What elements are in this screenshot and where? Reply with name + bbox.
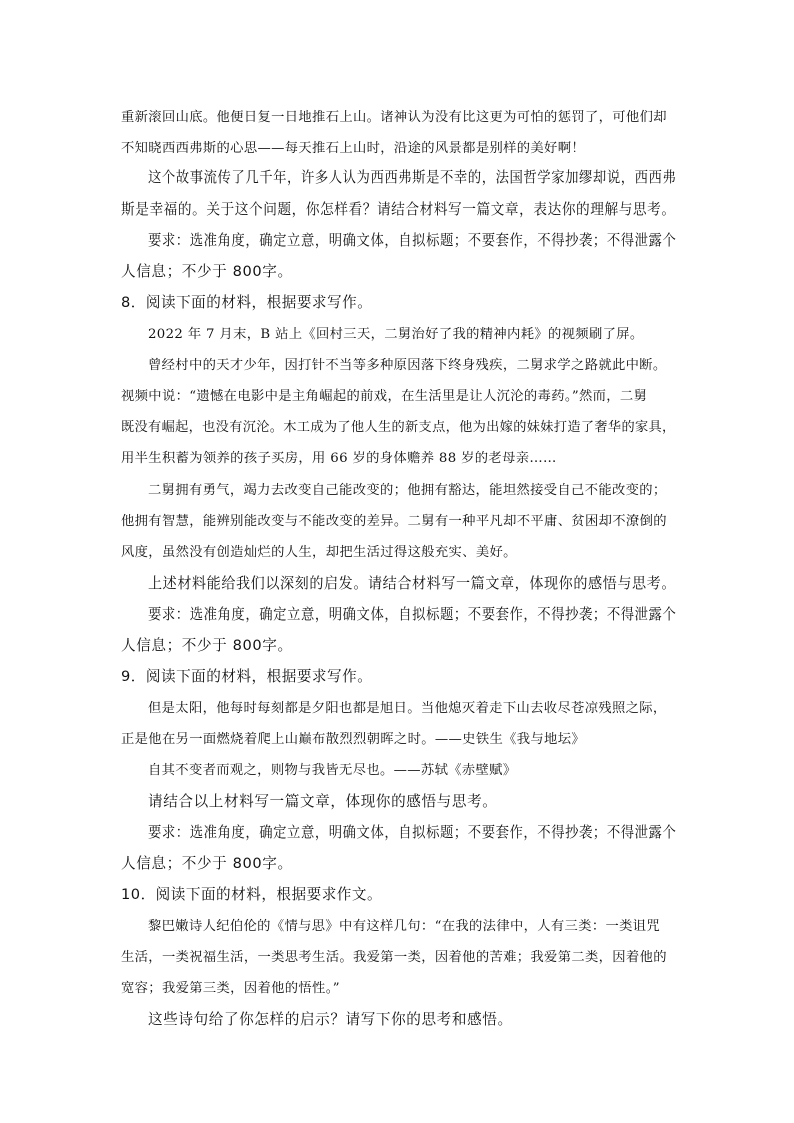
q8-material-line-6: 二舅拥有勇气，竭力去改变自己能改变的；他拥有豁达，能坦然接受自己不能改变的； xyxy=(148,483,667,498)
continued-material-line-1: 重新滚回山底。他便日复一日地推石上山。诸神认为没有比这更为可怕的惩罚了，可他们却 xyxy=(121,110,667,125)
q10-material-line-2: 生活，一类祝福生活，一类思考生活。我爱第一类，因着他的苦难；我爱第二类，因着他的 xyxy=(121,950,667,965)
q8-material-line-1: 2022 年 7 月末，B 站上《回村三天，二舅治好了我的精神内耗》的视频刷了屏。 xyxy=(148,327,644,342)
q9-material-line-1: 但是太阳，他每时每刻都是夕阳也都是旭日。当他熄灭着走下山去收尽苍凉残照之际， xyxy=(148,701,667,716)
q9-requirement-line-1: 要求：选准角度，确定立意，明确文体，自拟标题；不要套作，不得抄袭；不得泄露个 xyxy=(148,824,677,841)
q8-material-line-5: 用半生积蓄为领养的孩子买房，用 66 岁的身体赡养 88 岁的老母亲…… xyxy=(121,451,557,466)
q9-requirement-line-2: 人信息；不少于 800字。 xyxy=(121,855,293,872)
q8-prompt: 上述材料能给我们以深刻的启发。请结合材料写一篇文章，体现你的感悟与思考。 xyxy=(148,575,677,592)
q10-heading: 10．阅读下面的材料，根据要求作文。 xyxy=(121,886,383,903)
continued-material-line-2: 不知晓西西弗斯的心思——每天推石上山时，沿途的风景都是别样的美好啊！ xyxy=(121,141,585,156)
q10-material-line-1: 黎巴嫩诗人纪伯伦的《情与思》中有这样几句：“在我的法律中，人有三类：一类诅咒 xyxy=(148,919,661,934)
q8-material-line-2: 曾经村中的天才少年，因打针不当等多种原因落下终身残疾，二舅求学之路就此中断。 xyxy=(148,358,667,373)
q8-material-line-3: 视频中说：“遗憾在电影中是主角崛起的前戏，在生活里是让人沉沦的毒药。”然而，二舅 xyxy=(121,389,648,404)
q8-material-line-4: 既没有崛起，也没有沉沦。木工成为了他人生的新支点，他为出嫁的妹妹打造了奢华的家具， xyxy=(121,420,676,435)
q8-material-line-8: 风度，虽然没有创造灿烂的人生，却把生活过得这般充实、美好。 xyxy=(121,545,517,560)
q8-heading: 8．阅读下面的材料，根据要求写作。 xyxy=(121,294,373,311)
q7-requirement-line-1: 要求：选准角度，确定立意，明确文体，自拟标题；不要套作，不得抄袭；不得泄露个 xyxy=(148,232,677,249)
q8-requirement-line-1: 要求：选准角度，确定立意，明确文体，自拟标题；不要套作，不得抄袭；不得泄露个 xyxy=(148,606,677,623)
q7-requirement-line-2: 人信息；不少于 800字。 xyxy=(121,263,293,280)
q7-prompt-line-2: 斯是幸福的。关于这个问题，你怎样看？请结合材料写一篇文章，表达你的理解与思考。 xyxy=(121,201,676,218)
q8-material-line-7: 他拥有智慧，能辨别能改变与不能改变的差异。二舅有一种平凡却不平庸、贫困却不潦倒的 xyxy=(121,514,667,529)
q8-requirement-line-2: 人信息；不少于 800字。 xyxy=(121,637,293,654)
q10-material-line-3: 宽容；我爱第三类，因着他的悟性。” xyxy=(121,981,340,996)
q10-prompt: 这些诗句给了你怎样的启示？请写下你的思考和感悟。 xyxy=(148,1011,513,1028)
q9-material-line-2: 正是他在另一面燃烧着爬上山巅布散烈烈朝晖之时。——史铁生《我与地坛》 xyxy=(121,732,585,747)
q9-heading: 9．阅读下面的材料，根据要求写作。 xyxy=(121,668,373,685)
q9-prompt: 请结合以上材料写一篇文章，体现你的感悟与思考。 xyxy=(148,793,498,810)
q9-material-line-3: 自其不变者而观之，则物与我皆无尽也。——苏轼《赤壁赋》 xyxy=(148,763,517,778)
q7-prompt-line-1: 这个故事流传了几千年，许多人认为西西弗斯是不幸的，法国哲学家加缪却说，西西弗 xyxy=(148,169,677,186)
